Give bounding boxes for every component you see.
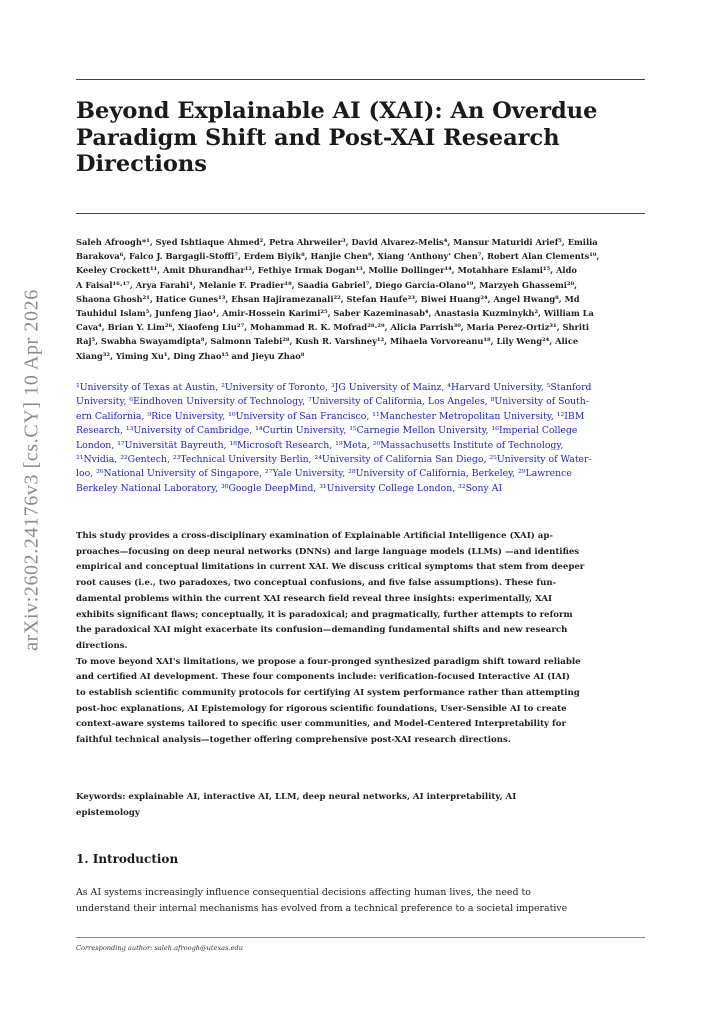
abstract-line: post-hoc explanations, AI Epistemology for rigorous scientific foundations, User-Sensible AI to create bbox=[76, 703, 567, 714]
paper-title bbox=[76, 98, 645, 178]
abstract-line: context-aware systems tailored to specific user communities, and Model-Centered Interpretability for bbox=[76, 719, 566, 730]
title-line: Directions bbox=[76, 151, 207, 177]
abstract-line: faithful technical analysis—together offering comprehensive post-XAI research directions. bbox=[76, 735, 511, 746]
author-line: A Faisal¹⁶·¹⁷, Arya Farahi¹, Melanie F. Pradier¹⁸, Saadia Gabriel⁷, Diego Garcia-Olano¹⁹, Marzyeh Ghassemi²⁰, bbox=[76, 279, 578, 290]
keywords bbox=[76, 790, 645, 821]
section-heading-introduction: 1. Introduction bbox=[76, 852, 179, 866]
keywords-line: Keywords: explainable AI, interactive AI, LLM, deep neural networks, AI interpretability, AI bbox=[76, 792, 517, 802]
author-line: Tauhidul Islam⁵, Junfeng Jiao¹, Amir-Hossein Karimi²⁵, Saber Kazeminasab⁴, Anastasia Kuzminykh², William La bbox=[76, 308, 594, 319]
author-line: Saleh Afroogh*¹, Syed Ishtiaque Ahmed², Petra Ahrweiler³, David Alvarez-Melis⁴, Mansur Maturidi Arief⁵, Emilia bbox=[76, 237, 598, 247]
intro-line: understand their internal mechanisms has evolved from a technical preference to a societal imperative bbox=[76, 902, 568, 914]
arxiv-stamp-text: arXiv:2602.24176v3 [cs.CY] 10 Apr 2026 bbox=[20, 289, 43, 651]
abstract-line: and certified AI development. These four components include: verification-focused Interactive AI (IAI) bbox=[76, 672, 570, 683]
author-list bbox=[76, 235, 645, 363]
affiliation-line: Berkeley National Laboratory, ³⁰Google DeepMind, ³¹University College London, ³²Sony AI bbox=[76, 482, 503, 494]
author-line: Keeley Crockett¹¹, Amit Dhurandhar¹², Fethiye Irmak Dogan¹³, Mollie Dollinger¹⁴, Motahhare Eslami¹⁵, Aldo bbox=[76, 265, 577, 276]
affiliation-line: University, ⁶Eindhoven University of Technology, ⁷University of California, Los Angeles, ⁸University of South- bbox=[76, 396, 589, 408]
title-line: Paradigm Shift and Post-XAI Research bbox=[76, 124, 560, 151]
abstract-line: This study provides a cross-disciplinary examination of Explainable Artificial Intelligence (XAI) ap- bbox=[76, 531, 553, 541]
introduction-text bbox=[76, 885, 645, 916]
affiliation-line: loo, ²⁶National University of Singapore, ²⁷Yale University, ²⁸University of California, Berkeley, ²⁹Lawrence bbox=[76, 468, 572, 480]
author-line: Shaona Ghosh²¹, Hatice Gunes¹³, Ehsan Hajiramezanali²², Stefan Haufe²³, Biwei Huang²⁴, Angel Hwang⁸, Md bbox=[76, 293, 580, 304]
abstract-line: To move beyond XAI's limitations, we propose a four-pronged synthesized paradigm shift toward reliable bbox=[76, 656, 581, 667]
title-line: Beyond Explainable AI (XAI): An Overdue bbox=[76, 98, 598, 124]
abstract-line: to establish scientific community protocols for certifying AI system performance rather than attempting bbox=[76, 688, 580, 699]
author-line: Barakova⁶, Falco J. Bargagli-Stoffi⁷, Erdem Biyik⁸, Hanjie Chen⁹, Xiang 'Anthony' Chen⁷, Robert Alan Clements¹⁰, bbox=[76, 251, 600, 262]
affiliation-line: Research, ¹³University of Cambridge, ¹⁴Curtin University, ¹⁵Carnegie Mellon University, ¹⁶Imperial College bbox=[76, 425, 578, 437]
affiliation-line: ²¹Nvidia, ²²Gentech, ²³Technical University Berlin, ²⁴University of California San Diego, ²⁵University of Water- bbox=[76, 454, 592, 466]
abstract-line: the paradoxical XAI might exacerbate its confusion—demanding fundamental shifts and new research bbox=[76, 625, 568, 636]
abstract-line: damental problems within the current XAI research field reveal three insights: experimentally, XAI bbox=[76, 593, 553, 604]
abstract-line: empirical and conceptual limitations in current XAI. We discuss critical symptoms that stem from deeper bbox=[76, 562, 585, 573]
affiliation-list bbox=[76, 381, 645, 496]
corresponding-author-footnote: Corresponding author: saleh.afroogh@utexas.edu bbox=[76, 944, 243, 952]
affiliation-line: London, ¹⁷Universität Bayreuth, ¹⁸Microsoft Research, ¹⁹Meta, ²⁰Massachusetts Institute of Technology, bbox=[76, 439, 564, 451]
title-rule bbox=[76, 213, 645, 214]
abstract-line: proaches—focusing on deep neural networks (DNNs) and large language models (LLMs) —and identifies bbox=[76, 546, 580, 557]
affiliation-line: ¹University of Texas at Austin, ²University of Toronto, ³JG University of Mainz, ⁴Harvard University, ⁵Stanford bbox=[76, 382, 592, 393]
intro-line: As AI systems increasingly influence consequential decisions affecting human lives, the need to bbox=[76, 887, 531, 898]
abstract-line: directions. bbox=[76, 640, 128, 651]
author-line: Cava⁴, Brian Y. Lim²⁶, Xiaofeng Liu²⁷, Mohammad R. K. Mofrad²⁸·²⁹, Alicia Parrish³⁰, Maria Perez-Ortiz³¹, Shriti bbox=[76, 322, 590, 333]
author-line: Raj⁵, Swabha Swayamdipta⁸, Salmonn Talebi²⁸, Kush R. Varshney¹², Mihaela Vorvoreanu¹⁸, Lily Weng²⁴, Alice bbox=[76, 336, 579, 347]
keywords-line: epistemology bbox=[76, 807, 140, 818]
abstract-line: root causes (i.e., two paradoxes, two conceptual confusions, and five false assumptions). These fun- bbox=[76, 578, 557, 589]
footnote-rule bbox=[76, 937, 645, 938]
abstract-line: exhibits significant flaws; conceptually, it is paradoxical; and pragmatically, further attempts to reform bbox=[76, 609, 573, 620]
abstract bbox=[76, 529, 645, 749]
top-rule bbox=[76, 79, 645, 80]
affiliation-line: ern California, ⁹Rice University, ¹⁰University of San Francisco, ¹¹Manchester Metropolitan University, ¹²IBM bbox=[76, 410, 585, 422]
author-line: Xiang³², Yiming Xu¹, Ding Zhao¹⁵ and Jieyu Zhao⁸ bbox=[76, 350, 305, 361]
